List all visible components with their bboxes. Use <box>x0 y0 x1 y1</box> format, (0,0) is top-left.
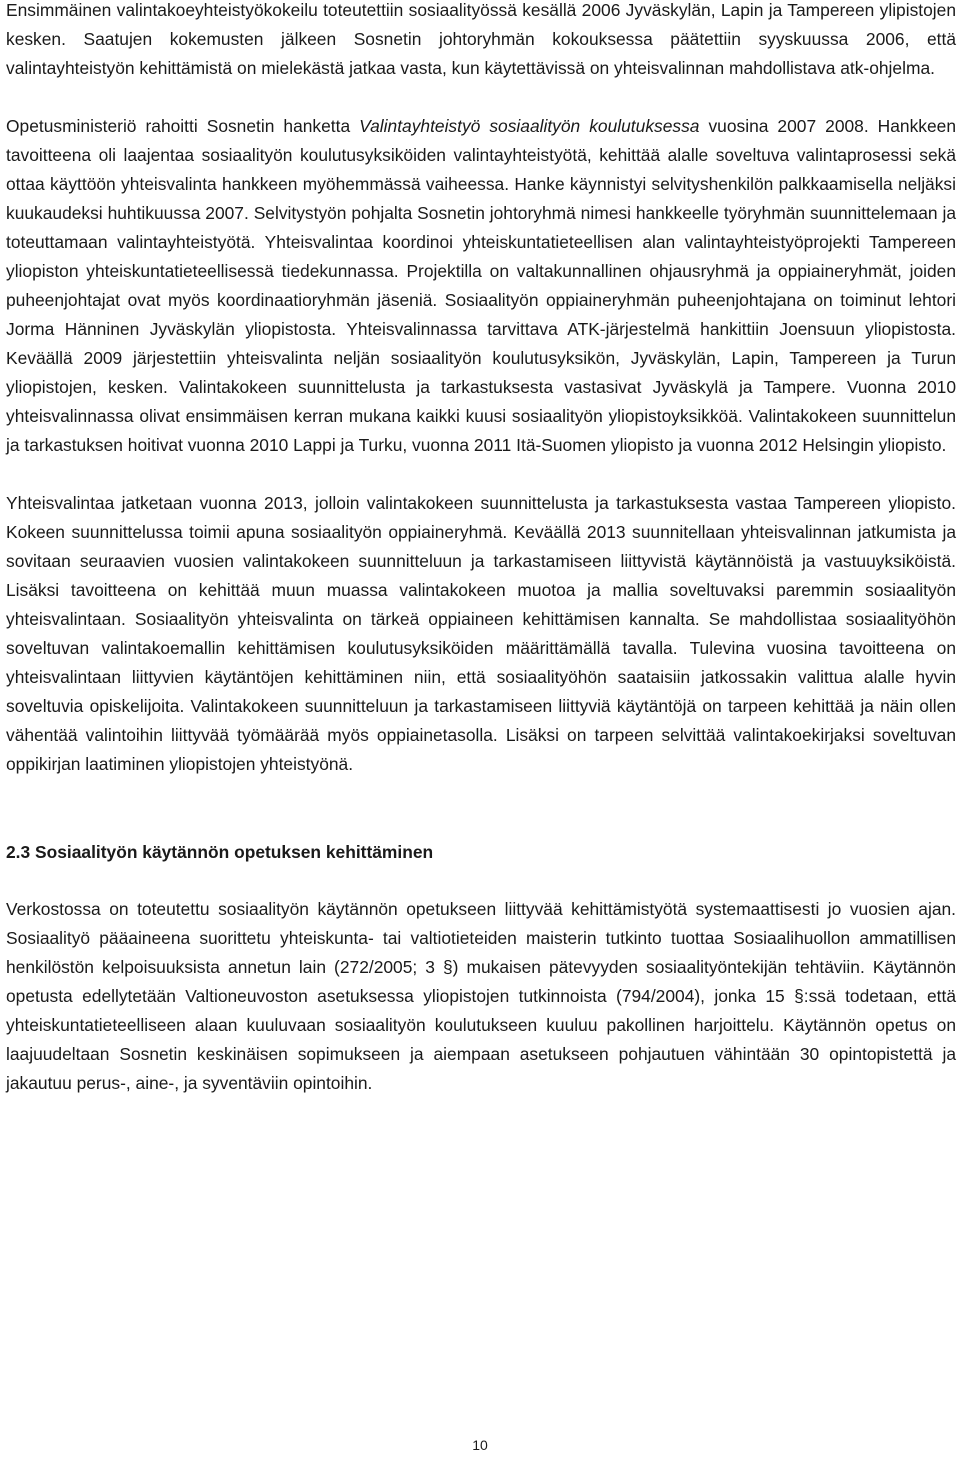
paragraph-hanke-intro: Opetusministeriö rahoitti Sosnetin hanketta <box>6 116 360 136</box>
paragraph-hanke <box>6 112 956 460</box>
paragraph-kaytannon-opetus: Verkostossa on toteutettu sosiaalityön käytännön opetukseen liittyvää kehittämistyötä systemaattisesti jo vuosien ajan. Sosiaalityö pääaineena suorittetu yhteiskunta- tai valtiotieteiden maisterin tutkinto tuottaa Sosiaalihuollon ammatillisen henkilöstön kelpoisuuksista annetun lain (272/2005; 3 §) mukaisen pätevyyden sosiaalityöntekijän tehtäviin. Käytännön opetusta edellytetään Valtioneuvoston asetuksessa yliopistojen tutkinnoista (794/2004), jonka 15 §:ssä todetaan, että yhteiskuntatieteelliseen alaan kuuluvaan sosiaalityön koulutukseen kuuluu pakollinen harjoittelu. Käytännön opetus on laajuudeltaan Sosnetin keskinäisen sopimukseen ja aiempaan asetukseen pohjautuen vähintään 30 opintopistettä ja jakautuu perus-, aine-, ja syventäviin opintoihin. <box>6 899 956 1093</box>
paragraph-yhteisvalinta-jatkuu: Yhteisvalintaa jatketaan vuonna 2013, jolloin valintakokeen suunnittelusta ja tarkastuksesta vastaa Tampereen yliopisto. Kokeen suunnittelussa toimii apuna sosiaalityön oppiaineryhmä. Keväällä 2013 suunnitellaan yhteisvalinnan jatkumista ja sovitaan seuraavien vuosien valintakokeen suunnitteluun ja tarkastamiseen liittyvistä käytännöistä ja vastuuyksiköistä. Lisäksi tavoitteena on kehittää muun muassa valintakokeen muotoa ja mallia soveltuvaksi paremmin sosiaalityön yhteisvalintaan. Sosiaalityön yhteisvalinta on tärkeä oppiaineen kehittämisen kannalta. Se mahdollistaa sosiaalityöhön soveltuvan valintakoemallin kehittämisen koulutusyksiköiden määrittämällä tavalla. Tulevina vuosina tavoitteena on yhteisvalintaan liittyvien käytäntöjen kehittäminen niin, että sosiaalityöhön saataisiin jatkossakin valittua alalle hyvin soveltuvia opiskelijoita. Valintakokeen suunnitteluun ja tarkastamiseen liittyviä käytäntöjä on tarpeen kehittää ja näin ollen vähentää valintoihin liittyvää työmäärää myös oppiainetasolla. Lisäksi on tarpeen selvittää valintakoekirjaksi soveltuvan oppikirjan laatiminen yliopistojen yhteistyönä. <box>6 493 956 774</box>
section-heading: 2.3 Sosiaalityön käytännön opetuksen kehittäminen <box>6 842 434 862</box>
paragraph-valintakoe-kokeilu: Ensimmäinen valintakoeyhteistyökokeilu toteutettiin sosiaalityössä kesällä 2006 Jyväskylän, Lapin ja Tampereen ylipistojen kesken. Saatujen kokemusten jälkeen Sosnetin johtoryhmän kokouksessa päätettiin syyskuussa 2006, että valintayhteistyön kehittämistä on mielekästä jatkaa vasta, kun käytettävissä on yhteisvalinnan mahdollistava atk-ohjelma. <box>6 0 956 78</box>
project-name: Valintayhteistyö sosiaalityön koulutuksessa <box>359 116 700 136</box>
paragraph-hanke-body: vuosina 2007 2008. Hankkeen tavoitteena oli laajentaa sosiaalityön koulutusyksiköiden valintayhteistyötä, kehittää alalle soveltuva valintaprosessi sekä ottaa käyttöön yhteisvalinta hankkeen myöhemmässä vaiheessa. Hanke käynnistyi selvityshenkilön palkkaamisella neljäksi kuukaudeksi huhtikuussa 2007. Selvitystyön pohjalta Sosnetin johtoryhmä nimesi hankkeelle työryhmän suunnittelemaan ja toteuttamaan valintayhteistyötä. Yhteisvalintaa koordinoi yhteiskuntatieteellisen alan valintayhteistyöprojekti Tampereen yliopiston yhteiskuntatieteellisessä tiedekunnassa. Projektilla on valtakunnallinen ohjausryhmä ja oppiaineryhmät, joiden puheenjohtajat ovat myös koordinaatioryhmän jäseniä. Sosiaalityön oppiaineryhmän puheenjohtajana on toiminut lehtori Jorma Hänninen Jyväskylän yliopistosta. Yhteisvalinnassa tarvittava ATK-järjestelmä hankittiin Joensuun yliopistosta. Keväällä 2009 järjestettiin yhteisvalinta neljän sosiaalityön koulutusyksikön, Jyväskylän, Lapin, Tampereen ja Turun yliopistojen, kesken. Valintakokeen suunnittelusta ja tarkastuksesta vastasivat Jyväskylä ja Tampere. Vuonna 2010 yhteisvalinnassa olivat ensimmäisen kerran mukana kaikki kuusi sosiaalityön yliopistoyksikköä. Valintakokeen suunnittelun ja tarkastuksen hoitivat vuonna 2010 Lappi ja Turku, vuonna 2011 Itä-Suomen yliopisto ja vuonna 2012 Helsingin yliopisto. <box>6 116 956 455</box>
page-number: 10 <box>472 1437 488 1453</box>
document-page <box>6 0 956 1098</box>
